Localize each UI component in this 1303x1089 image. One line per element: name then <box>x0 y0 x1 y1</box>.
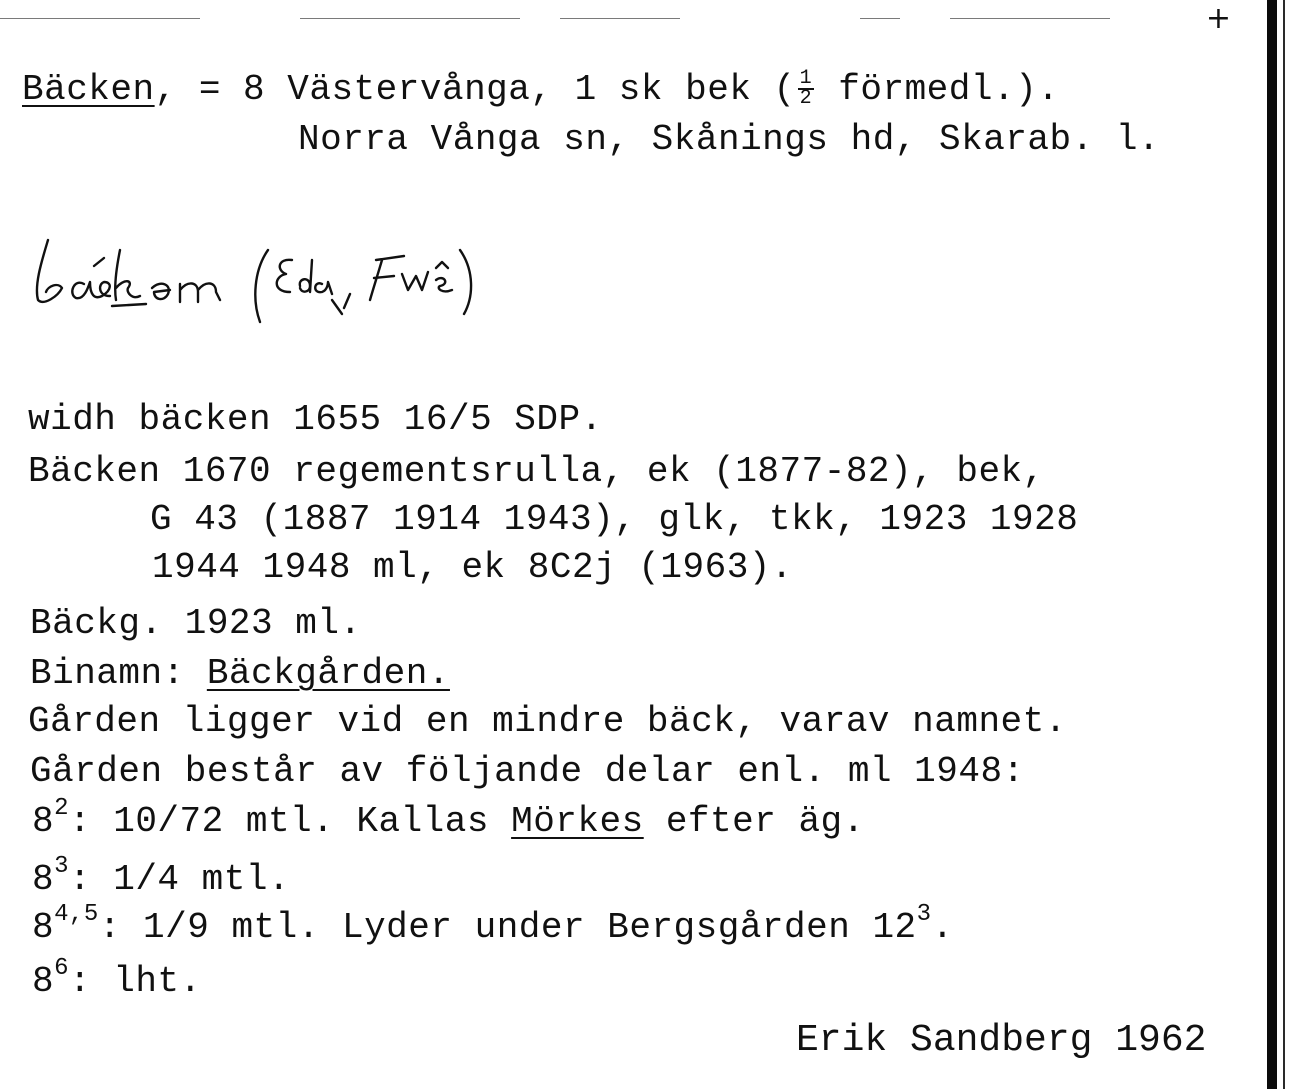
part-number: 8 <box>32 907 55 948</box>
top-edge-dash <box>300 18 520 19</box>
record-line: Gården ligger vid en mindre bäck, varav namnet. <box>28 701 1067 742</box>
part-text: : lht. <box>69 961 202 1002</box>
plus-mark-icon: + <box>1205 1 1231 36</box>
top-edge-dash <box>950 18 1110 19</box>
record-line: Bäckg. 1923 ml. <box>30 603 362 644</box>
part-superscript: 4,5 <box>54 901 99 928</box>
part-text: efter äg. <box>643 801 865 842</box>
part-text: : 1/4 mtl. <box>69 859 291 900</box>
binamn-value: Bäckgården. <box>206 653 450 694</box>
heading-line-2: Norra Vånga sn, Skånings hd, Skarab. l. <box>298 119 1161 160</box>
part-superscript: 3 <box>916 901 932 928</box>
part-superscript: 6 <box>54 955 70 982</box>
heading-rest: , = 8 Västervånga, 1 sk bek ( <box>154 69 796 110</box>
handwritten-pronunciation <box>28 230 708 340</box>
signature: Erik Sandberg 1962 <box>796 1019 1207 1062</box>
part-superscript: 2 <box>54 795 70 822</box>
part-superscript: 3 <box>54 853 70 880</box>
top-edge-dash <box>560 18 680 19</box>
record-line: 1944 1948 ml, ek 8C2j (1963). <box>152 547 794 588</box>
record-line: Gården består av följande delar enl. ml 1948: <box>30 751 1025 792</box>
part-line <box>32 853 291 900</box>
heading-line-1 <box>22 67 1060 111</box>
part-name: Mörkes <box>511 801 644 842</box>
part-line <box>32 901 954 948</box>
card-edge-line <box>1267 0 1277 1089</box>
part-text: : 1/9 mtl. Lyder under Bergsgården 12 <box>98 907 917 948</box>
record-line: widh bäcken 1655 16/5 SDP. <box>28 399 603 440</box>
part-line <box>32 955 202 1002</box>
top-edge-dash <box>860 18 900 19</box>
part-number: 8 <box>32 961 55 1002</box>
fraction-numerator: 1 <box>799 67 813 91</box>
record-line: Bäcken 1670 regementsrulla, ek (1877-82), bek, <box>28 451 1045 492</box>
part-line <box>32 795 865 842</box>
part-number: 8 <box>32 801 55 842</box>
part-text: : 10/72 mtl. Kallas <box>69 801 512 842</box>
fraction-denominator: 2 <box>799 87 813 111</box>
card-edge-line-thin <box>1283 0 1285 1089</box>
binamn-label: Binamn: <box>30 653 207 694</box>
top-edge-dash <box>0 18 200 19</box>
place-name: Bäcken <box>22 69 155 110</box>
fraction <box>798 67 815 111</box>
heading-after-fraction: förmedl.). <box>816 69 1060 110</box>
part-number: 8 <box>32 859 55 900</box>
record-line: G 43 (1887 1914 1943), glk, tkk, 1923 1928 <box>150 499 1079 540</box>
record-line-binamn <box>30 654 450 694</box>
part-text: . <box>931 907 954 948</box>
